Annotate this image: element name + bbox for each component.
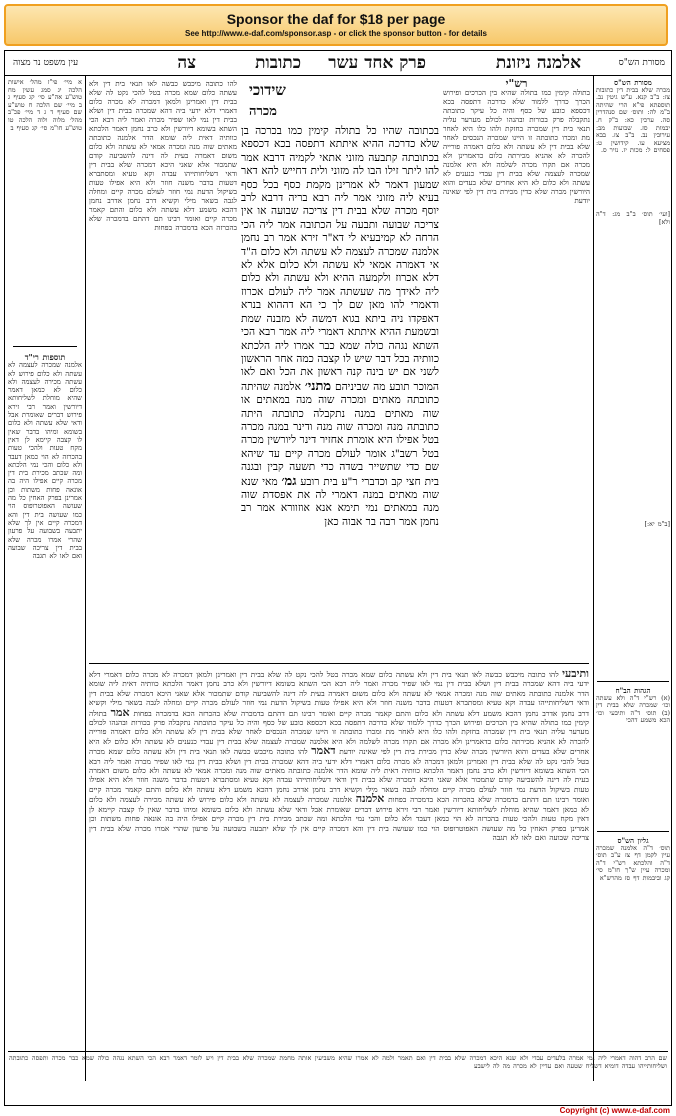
rashi-commentary bbox=[443, 79, 590, 669]
rashi-title: רש"י bbox=[505, 79, 528, 90]
left-margin-line bbox=[85, 75, 86, 1081]
tosafot-lower bbox=[89, 669, 589, 1045]
talmud-page bbox=[4, 50, 672, 1106]
dibbur-hamatchil-1: שידוכי bbox=[249, 81, 286, 99]
sponsor-subtitle[interactable]: See http://www.e-daf.com/sponsor.asp - or click the sponsor button - for details bbox=[185, 29, 487, 38]
gilyon-hashas bbox=[596, 837, 670, 1047]
hagahot-habach bbox=[596, 687, 670, 807]
header-left-label: עין משפט נר מצוה bbox=[13, 58, 79, 68]
tosafot-lower-text-2: בתולה קימין כמו בתולה שהיא בין הכרכים ופירוש הכרך כדרך ללמוד שלא כדרכה דתפסה בכא דכספא כובע של כסף והיה כל עיקר כתובתה נתקבלה פרק בכורות ובהנהו לכולם מערער עליה תנאי בית דין שמכרה בחזקת ולהו כלו היא לאחר מת ומכרו כתובתה זו היינו שמכרה הנכסים לאחר שלא בבית דין לא עשתה ולא כלום דאמרה פורייה להכרה לא אהניא מכירתה כלום כדאמרינן ולא מכרה אם תקרו מכרה לשלמה ולא היא אלמנה שמכרה לעצמה שלא בבית דין עבדי כנענים לא עשתה ולא כלום לא היא אחרים שלא בעדים והוא היורשין מכרה שלא כדין מכירת בית דין לפי שאינה יודעת bbox=[89, 708, 589, 757]
tosafot-lead-2: אמר bbox=[110, 705, 130, 719]
tosafot-lower-text-3: להו כתובה מיכבש כבשה לאו תנאי בית דין ולא עשתה כלום שמא מכרה בטל להכי נקט לה שלא בבית דין ואמרינן ולמאן דמכרה לא מכרה כלום דאמרי דלא ידעי ביה דהא שמכרה בבית דין ושלא בבית דין נמי לאו שפיר מכרה ואמר ליה רבא הכי השתא בשומא דיורשין ולא כרב נחמן דאמר הלכתא כוותיה דאית ליה שומא הדר אלמנה כתובתה מאתים שוה מנה ומכרה אמאי לא עשתה ולא כלום משום דאמרה בעית לה דינה להשביעה קודם שתמכור אלא שאני היכא דמכרה שלא בבית דין ודאי דשליחותייהו עבדה וקא טעיא ומסתברא דטעות בדבר משנה חוזר ולא היא אפילו טעות בשיקול הדעת נמי חוזר לעולם מכרה קיים ומחלה לגבה בשאר מילי וקשיא דרב נחמן אדרב נחמן דהכא משמע דלא עשתה ולא כלום והתם קאמר מכרה קיים ואומר רבינו תם דהתם בדמכרה שלא בהכרזה הכא בדמכרה בפחות bbox=[89, 747, 589, 805]
masoret-note-1: [ועי׳ תוס׳ ב"ב מג: ד"ה ולא] bbox=[596, 211, 670, 226]
header-perek: פרק אחד עשר bbox=[328, 53, 426, 73]
tosafot-lower-text-4: אלמנה שמכרה לעצמה לא עשתה ולא כלום פירוש לא עשתה מכירה לעצמה ולא כלום לא כמאן דאמר שהיא מוחלת לשליחותא דיורשין ואמר רבי זירא פירוש דברים שאומרת אבל ודאי שלא עשתה ולא כלום בשומא ומיהו בדבר שאין לו קצבה קיימא לן דאין מקח טעות ולהכי טעות בהכרזה לא הוי כמאן דעבד ולא כלום והכי נמי הלכתא ומה שכתב מכירת בית דין מכרה קיים אפילו היה בה אונאה פחות משתות וכן אמרינן בפרק האחין כל מה שעושה האפוטרופוס הוי כמו שעושה בית דין והא דמכרה קיים אין לך שלא יתבעה בשבועה על פרעון שהרי אמרו מכרה שלא בבית דין צריכה שבועה ואם לאו לא תגבה bbox=[89, 795, 589, 842]
masoret-text: מכרה שלא בבית דין כתובות צז: ב"ב קנא. ע"ש גיטין נב. תוספתא פי"א הרי שהיתה ב"מ לה: ותוס׳ שם סנהדרין סה. ערכין כא: ב"ק ח. יבמות סז. שבועות מב: עירובין נב. ב"ב צז. בבא מציעא עו. קידושין ט: פסחים ל: מכות יז. נזיר ס. bbox=[596, 85, 670, 155]
header-perek-name: אלמנה ניזונת bbox=[495, 53, 581, 73]
tosafot-rid-title: תוספות רי"ד bbox=[24, 353, 66, 362]
mishna-lead: מתני׳ bbox=[304, 378, 332, 394]
page-header bbox=[5, 51, 671, 76]
header-masechet: כתובות bbox=[255, 53, 301, 73]
gemara-opening: בכתובה שהיו כל בתולה קימין כמו בכרכה בן שלא כדרכה ההיא איתתא דתפסה בכא דכספא בכתובתה קתבעה מזוני אתאי לקמיה דרבא אמר להו ליתר זילו הבו לה מזוני ולית דחייש להא דאר שמעון דאמר לא אמרינן מקמת כסף בכל כסף בעיא ליה מזוני אמר ליה רבא בריה דרבא לרב יוסף מכרה שלא בבית דין צריכה שבועה או אין צריכה שבועה ותבעה על הכתובה אמר ליה הכי הרחה לא קמיבעיא לי דא"ר זירא אמר רב נחמן אלמנה שמכרה לעצמה לא עשתה ולא כלום ה"ד אי דאמרה אמאי לא עשתה ולא כלום אלא לא דלא אכרוז ולקמעה ההיא ולא עשתה ולא כלום ליה לאידך מה שעשתה אמר ליה לעולם אכרוז ודאמרי להו מאן שם לך כי הא דההוא בנרא דאפקדו ניה ביתא בגוא דמשה לא מזבנה שמת ובשמעת ההיא איתתא דאמרי ליה אמר רבא הכי השתא נגהה כולה שמא כבר אמרו ליה הלכתא כוותיה בכל דבר שיש לו קצבה כמה אחר הראשון לשני אם יש בינה קנה ראשון את הכל ואם לאו המוכר תובע מה שביניהם bbox=[241, 125, 439, 393]
gemara-text: מאי שנא שוה מאתים במנה דאמרי לה את אפסדת שוה מנה במאתים נמי תימא אנא אוזוורא אמר רב נחמן אמר רבה בר אבוה כאן bbox=[241, 475, 439, 528]
rashi-text: בתולה קימין כמו בתולה שהיא בין הכרכים ופירוש הכרך כדרך ללמוד שלא כדרכה דתפסה בכא דכספא כובע של כסף והיה כל עיקר כתובתה נתקבלה פרק בכורות ובהנהו לכולם מערער עליה תנאי בית דין שמכרה בחזקת ולהו כלו היא לאחר מת ומכרו כתובתה זו היינו שמכרה הנכסים לאחר שלא בבית דין לא עשתה ולא כלום דאמרה פורייה להכרה לא אהניא מכירתה כלום כדאמרינן ולא מכרה אם תקרו מכרה לשלמה ולא היא אלמנה שמכרה לעצמה שלא בבית דין עבדי כנענים לא עשתה ולא כלום לא היא אחרים שלא בעדים והוא היורשין מכרה שלא כדין מכירת בית דין לפי שאינה יודעת bbox=[443, 88, 590, 205]
copyright-link[interactable]: Copyright (c) www.e-daf.com bbox=[559, 1106, 670, 1115]
tosafot-rid-text: אלמנה שמכרה לעצמה לא עשתה ולא כלום פירוש לא עשתה מכירה לעצמה ולא כלום לא כמאן דאמר שהיא מוחלת לשליחותא דיורשין ואמר רבי זירא פירוש דברים שאומרת אבל ודאי שלא עשתה ולא כלום בשומא ומיהו בדבר שאין לו קצבה קיימא לן דאין מקח טעות ולהכי טעות בהכרזה לא הוי כמאן דעבד ולא כלום והכי נמי הלכתא ומה שכתב מכירת בית דין מכרה קיים אפילו היה בה אונאה פחות משתות וכן אמרינן בפרק האחין כל מה שעושה האפוטרופוס הוי כמו שעושה בית דין והא דמכרה קיים אין לך שלא יתבעה בשבועה על פרעון שהרי אמרו מכרה שלא בבית דין צריכה שבועה ואם לאו לא תגבה bbox=[8, 361, 82, 561]
gemara-text-block bbox=[241, 125, 439, 643]
bottom-note: שם הרב דהוה דאמרי ליה נמי אמרה בלעדים עבדי ולא שנא היכא דמכרה שלא בבית דין ואם תאמר ולמה לא אמרו שהיא משביעין אותה מחמת שמכרה שלא בבית דין ויש לומר דאמר רבא הכי השתא נגהה כולה שמא כבר מכרה ותפסה כתובתה ושליחותייהו עבדה דומיא דשליח שטעה ואם עדיין לא מכרה מה לה לישבע bbox=[9, 1055, 667, 1070]
hagahot-divider bbox=[597, 681, 669, 682]
gilyon-divider bbox=[597, 831, 669, 832]
tosafot-lower-text-1: להו כתובה מיכבש כבשה לאו תנאי בית דין ולא עשתה כלום שמא מכרה בטל להכי נקט לה שלא בבית דין ואמרינן ולמאן דמכרה לא מכרה כלום דאמרי דלא ידעי ביה דהא שמכרה בבית דין ושלא בבית דין נמי לאו שפיר מכרה ואמר ליה רבא הכי השתא בשומא דיורשין ולא כרב נחמן דאמר הלכתא כוותיה דאית ליה שומא הדר אלמנה כתובתה מאתים שוה מנה ומכרה אמאי לא עשתה ולא כלום משום דאמרה בעית לה דינה להשביעה קודם שתמכור אלא שאני היכא דמכרה שלא בבית דין ודאי דשליחותייהו עבדה וקא טעיא ומסתברא דטעות בדבר משנה חוזר ולא היא אפילו טעות בשיקול הדעת נמי חוזר לעולם מכרה קיים ומחלה לגבה בשאר מילי וקשיא דרב נחמן אדרב נחמן דהכא משמע דלא עשתה ולא כלום והתם קאמר מכרה קיים ואומר רבינו תם דהתם בדמכרה שלא בהכרזה הכא בדמכרה בפחות bbox=[89, 670, 589, 718]
sponsor-banner[interactable] bbox=[4, 4, 668, 46]
tosafot-commentary bbox=[89, 79, 237, 669]
tosafot-rid bbox=[8, 353, 82, 1053]
bottom-divider bbox=[8, 1051, 668, 1052]
tosafot-lead-3: דאמר bbox=[311, 744, 336, 758]
ein-mishpat-divider bbox=[13, 346, 77, 347]
ein-mishpat bbox=[8, 79, 82, 339]
masoret-note-2: [ב"מ יא:] bbox=[644, 521, 670, 528]
tosafot-lead-4: אלמנה bbox=[355, 792, 385, 806]
header-daf: צה bbox=[177, 53, 196, 73]
mishna-text: אלמנה שהיתה כתובתה מאתים ומכרה שוה מנה במאתים או שוה מאתים במנה נתקבלה כתובתה היתה כתובתה מנה ומכרה שוה מנה ודינר במנה מכרה בטל אפילו היא אומרת אחזיר דינר ליורשין מכרה בטל רשב"ג אומר לעולם מכרה קיים עד שיהא שם כדי שתשייר בשדה כדי תשעה קבין ובגנה בית חצי קב וכדברי ר"ע בית רובע bbox=[241, 380, 439, 488]
ein-mishpat-text: א מיי׳ פי"ז מהל׳ אישות הלכה יג סמג עשין מח טוש"ע אה"ע סי׳ קג סעיף ג ב מיי׳ שם הלכה ח טוש"ע שם סעיף ד ג ד מיי׳ פכ"ב מהל׳ מלוה ולוה הלכה טו טוש"ע חו"מ סי׳ קג סעיף ב bbox=[8, 79, 82, 132]
header-right-label: מסורת הש"ס bbox=[618, 58, 665, 68]
dibbur-hamatchil-2: מכרה bbox=[249, 104, 277, 119]
tosafot-lead: ותיבעי bbox=[562, 669, 589, 680]
tosafot-text: להו כתובה מיכבש כבשה לאו תנאי בית דין ולא עשתה כלום שמא מכרה בטל להכי נקט לה שלא בבית דין ואמרינן ולמאן דמכרה לא מכרה כלום דאמרי דלא ידעי ביה דהא שמכרה בבית דין ושלא בבית דין נמי לאו שפיר מכרה ואמר ליה רבא הכי השתא בשומא דיורשין ולא כרב נחמן דאמר הלכתא כוותיה דאית ליה שומא הדר אלמנה כתובתה מאתים שוה מנה ומכרה אמאי לא עשתה ולא כלום משום דאמרה בעית לה דינה להשביעה קודם שתמכור אלא שאני היכא דמכרה שלא בבית דין ודאי דשליחותייהו עבדה וקא טעיא ומסתברא דטעות בדבר משנה חוזר ולא היא אפילו טעות בשיקול הדעת נמי חוזר לעולם מכרה קיים ומחלה לגבה בשאר מילי וקשיא דרב נחמן אדרב נחמן דהכא משמע דלא עשתה ולא כלום והתם קאמר מכרה קיים ואומר רבינו תם דהתם בדמכרה שלא בהכרזה הכא בדמכרה בפחות bbox=[89, 79, 237, 232]
gilyon-text: תוס׳ ד"ה אלמנה שמכרה עיין לקמן דף צז ע"ב תוס׳ ד"ה והלכתא רש"י ד"ה ומכרה עיין ש"ך חו"מ סי׳ קג וביבמות דף סז מהרש"א bbox=[596, 843, 670, 882]
gilyon-title: גליון הש"ס bbox=[617, 837, 649, 845]
masoret-title: מסורת הש"ס bbox=[614, 79, 652, 87]
gemara-lead: גמ׳ bbox=[281, 473, 297, 489]
masoret-hashas bbox=[596, 79, 670, 199]
sponsor-title[interactable]: Sponsor the daf for $18 per page bbox=[226, 11, 446, 27]
hagahot-title: הגהות הב"ח bbox=[615, 687, 651, 695]
right-margin-line bbox=[593, 75, 594, 1081]
hagahot-text: (א) רש"י ד"ה ולא עשתה וכו׳ שמכרה שלא בבית דין (ב) תוס׳ ד"ה ותיבעי וכו׳ הכא משמע דהכי bbox=[596, 693, 670, 725]
lower-divider bbox=[89, 663, 589, 664]
